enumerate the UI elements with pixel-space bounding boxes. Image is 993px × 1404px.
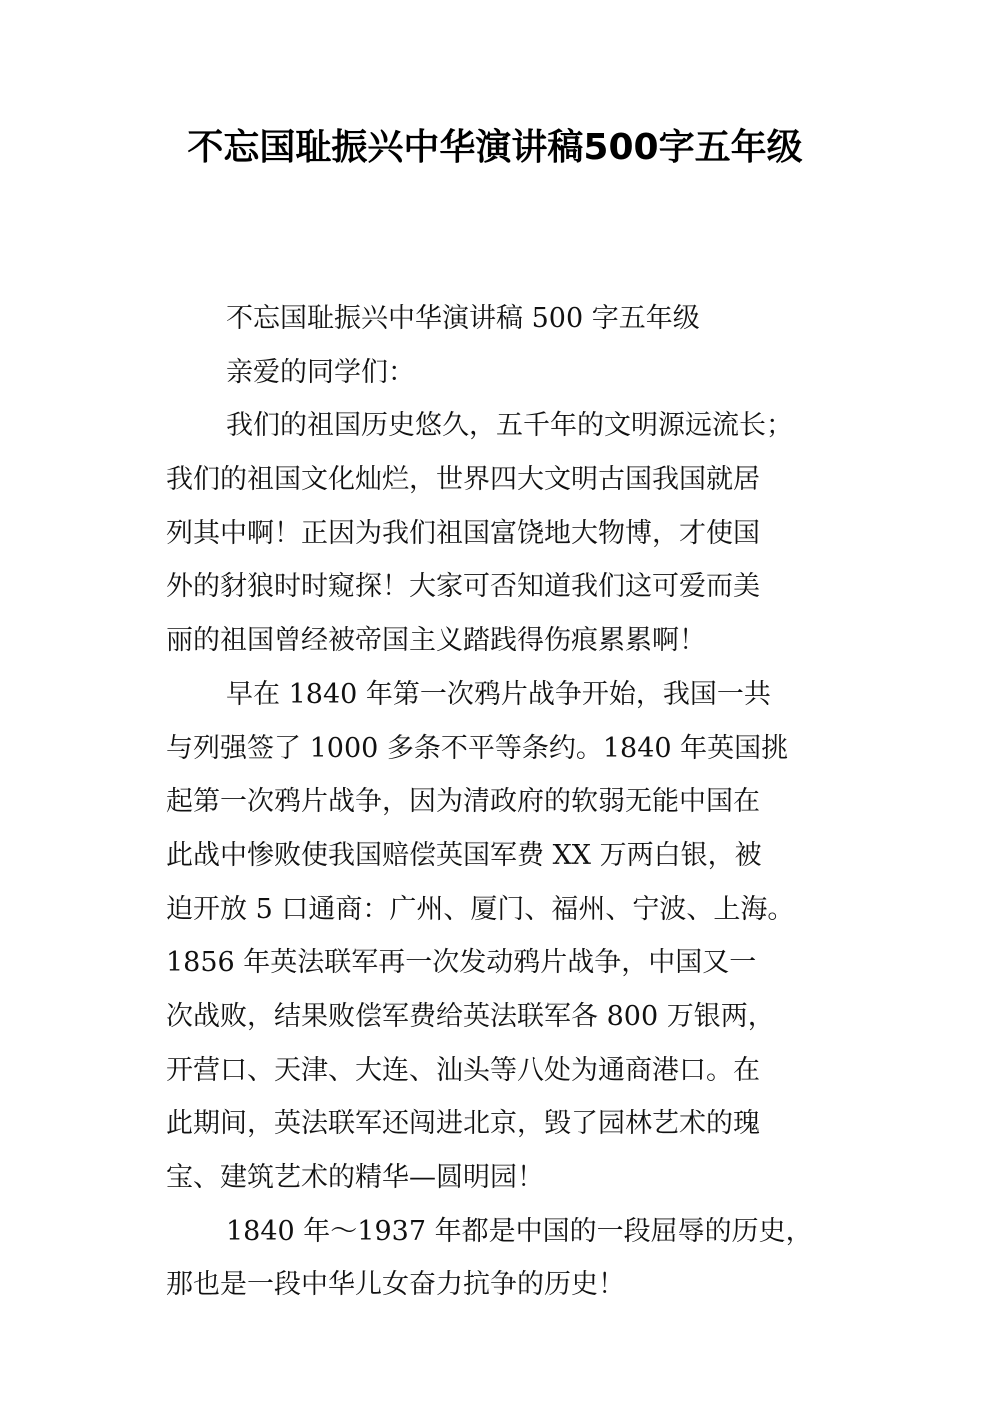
body-line: 外的豺狼时时窥探！大家可否知道我们这可爱而美 [166, 571, 760, 603]
body-line: 1856 年英法联军再一次发动鸦片战争，中国又一 [166, 947, 757, 979]
body-line: 迫开放 5 口通商：广州、厦门、福州、宁波、上海。 [166, 893, 795, 925]
body-line: 宝、建筑艺术的精华—圆明园！ [166, 1162, 544, 1193]
body-line: 此期间，英法联军还闯进北京，毁了园林艺术的瑰 [166, 1108, 760, 1140]
body-line: 丽的祖国曾经被帝国主义踏践得伤痕累累啊！ [166, 625, 706, 657]
body-line: 此战中惨败使我国赔偿英国军费 XX 万两白银，被 [166, 839, 762, 871]
body-line: 起第一次鸦片战争，因为清政府的软弱无能中国在 [166, 786, 760, 818]
document-title: 不忘国耻振兴中华演讲稿500字五年级 [187, 127, 803, 168]
body-line: 早在 1840 年第一次鸦片战争开始，我国一共 [226, 678, 771, 710]
body-line: 1840 年～1937 年都是中国的一段屈辱的历史， [226, 1215, 813, 1247]
body-line: 不忘国耻振兴中华演讲稿 500 字五年级 [226, 303, 700, 334]
body-line: 列其中啊！正因为我们祖国富饶地大物博，才使国 [166, 517, 760, 549]
body-line: 开营口、天津、大连、汕头等八处为通商港口。在 [166, 1054, 760, 1086]
body-line: 次战败，结果败偿军费给英法联军各 800 万银两， [166, 1000, 775, 1032]
body-line: 亲爱的同学们： [226, 356, 415, 388]
body-line: 与列强签了 1000 多条不平等条约。1840 年英国挑 [166, 732, 789, 764]
body-line: 我们的祖国历史悠久，五千年的文明源远流长； [226, 410, 793, 442]
body-line: 我们的祖国文化灿烂，世界四大文明古国我国就居 [166, 464, 760, 496]
body-line: 那也是一段中华儿女奋力抗争的历史！ [166, 1269, 625, 1301]
document-body [166, 292, 866, 1312]
